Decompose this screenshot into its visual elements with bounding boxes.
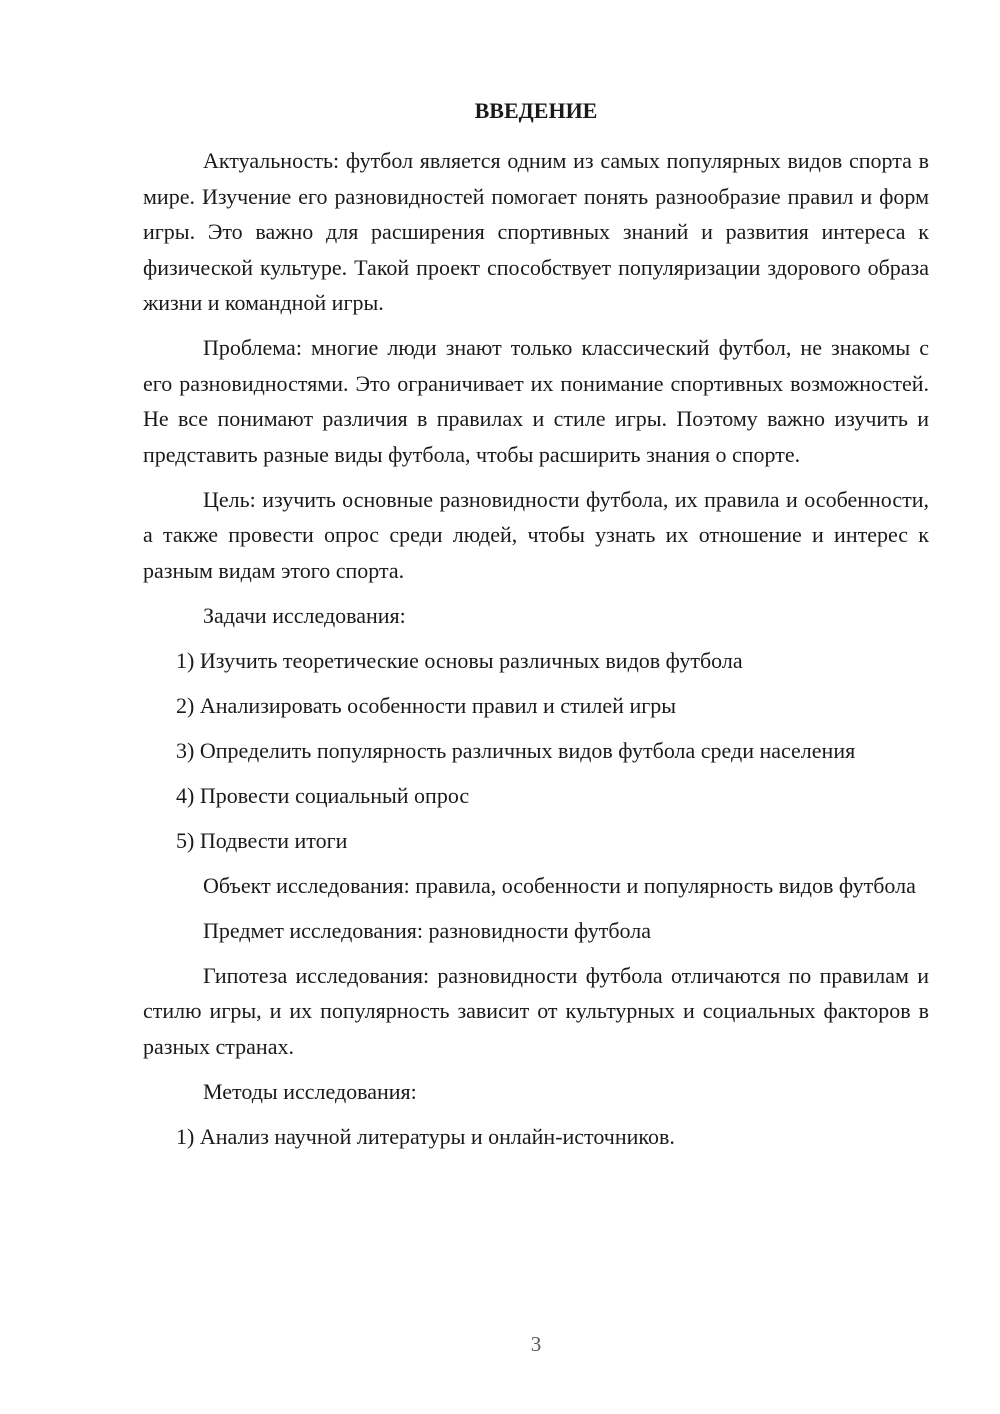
section-title: ВВЕДЕНИЕ xyxy=(474,98,598,123)
page-content xyxy=(143,96,929,1164)
task-item-2: 2) Анализировать особенности правил и стилей игры xyxy=(176,692,677,718)
page-number: 3 xyxy=(530,1332,542,1356)
task-item-4: 4) Провести социальный опрос xyxy=(176,782,470,808)
task-item-1: 1) Изучить теоретические основы различных видов футбола xyxy=(176,647,743,673)
task-item-3: 3) Определить популярность различных видов футбола среди населения xyxy=(176,737,856,763)
methods-heading: Методы исследования: xyxy=(203,1078,417,1104)
tasks-heading: Задачи исследования: xyxy=(203,602,406,628)
goal-paragraph: Цель: изучить основные разновидности футбола, их правила и особенности, а также провести опрос среди людей, чтобы узнать их отношение и интерес к разным видам этого спорта. xyxy=(143,486,929,583)
relevance-paragraph: Актуальность: футбол является одним из самых популярных видов спорта в мире. Изучение его разновидностей помогает понять разнообразие правил и форм игры. Это важно для расширения спортивных знаний и развития интереса к физической культуре. Такой проект способствует популяризации здорового образа жизни и командной игры. xyxy=(143,148,929,315)
method-item-1: 1) Анализ научной литературы и онлайн-источников. xyxy=(176,1123,675,1149)
task-item-5: 5) Подвести итоги xyxy=(176,827,348,853)
problem-paragraph: Проблема: многие люди знают только классический футбол, не знакомы с его разновидностями. Это ограничивает их понимание спортивных возможностей. Не все понимают различия в правилах и стиле игры. Поэтому важно изучить и представить разные виды футбола, чтобы расширить знания о спорте. xyxy=(143,335,929,467)
subject-paragraph: Предмет исследования: разновидности футбола xyxy=(203,917,651,943)
object-paragraph: Объект исследования: правила, особенности и популярность видов футбола xyxy=(203,872,916,898)
hypothesis-paragraph: Гипотеза исследования: разновидности футбола отличаются по правилам и стилю игры, и их популярность зависит от культурных и социальных факторов в разных странах. xyxy=(143,962,929,1059)
